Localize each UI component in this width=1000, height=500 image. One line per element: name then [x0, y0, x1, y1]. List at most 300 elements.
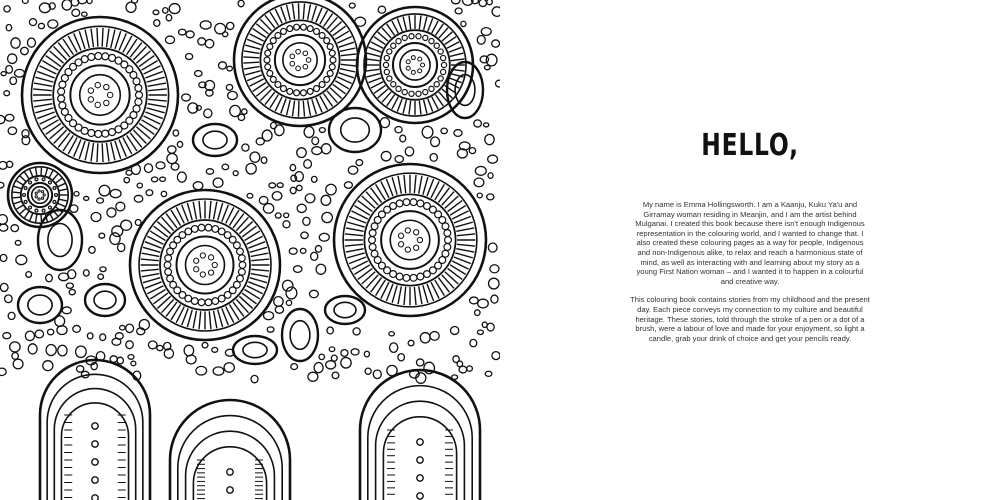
introduction-page [500, 0, 1000, 500]
rosette-left-small-dot [49, 206, 52, 209]
rosette-left-small-spoke [16, 181, 23, 185]
rosette-right-spoke [358, 201, 373, 212]
rosette-top-right-dot [387, 49, 392, 54]
rosette-top-left-spoke [106, 143, 109, 162]
rosette-center-spoke [242, 293, 256, 304]
rosette-top-left-spoke [139, 123, 154, 134]
filler-dot [8, 54, 17, 64]
rosette-center-spoke [157, 296, 170, 308]
rosette-top-left-spoke [139, 56, 154, 67]
pebble-shape [329, 108, 381, 152]
filler-dot [35, 330, 44, 338]
rosette-top-center-dot [267, 70, 273, 76]
filler-dot [227, 22, 234, 29]
filler-dot [89, 247, 95, 254]
rosette-right-core-ring [390, 220, 430, 260]
filler-dot [332, 372, 339, 379]
filler-dot [486, 54, 497, 66]
rosette-top-left-spoke [46, 56, 61, 67]
filler-dot [204, 109, 212, 118]
pebble-inner [48, 224, 72, 257]
rosette-left-small-spoke [14, 186, 21, 188]
rosette-top-center-core-dot [296, 66, 301, 71]
rosette-top-right-dot [391, 82, 396, 87]
rosette-center-dot [212, 298, 219, 305]
filler-dot [163, 8, 168, 14]
rosette-center-spoke [233, 214, 244, 228]
filler-dot [492, 7, 500, 17]
rosette-center-spoke [250, 247, 267, 252]
rosette-top-right-dot [423, 35, 428, 40]
rosette-center-dot [205, 224, 212, 231]
rosette-center-dot [238, 255, 245, 262]
filler-dot [110, 356, 117, 363]
rosette-top-center-dot [287, 88, 293, 94]
filler-dot [11, 38, 20, 48]
rosette-center-spoke [187, 203, 192, 220]
rosette-right-spoke [362, 196, 375, 208]
rosette-top-left-dot [135, 91, 142, 98]
rosette-top-right-spoke [419, 101, 421, 115]
filler-dot [100, 267, 106, 272]
filler-dot [319, 128, 325, 133]
rosette-top-left-spoke [130, 43, 142, 58]
filler-dot [389, 332, 395, 336]
rosette-right-spoke [347, 222, 365, 227]
filler-dot [290, 187, 296, 194]
filler-dot [112, 226, 123, 237]
filler-dot [228, 91, 238, 99]
rosette-top-center-spoke [340, 69, 355, 72]
filler-dot [177, 141, 182, 147]
rosette-left-small-spoke [30, 169, 33, 176]
rosette-center-spoke [154, 226, 168, 237]
filler-dot [365, 368, 371, 374]
rosette-center-spoke [250, 278, 267, 283]
filler-dot [492, 40, 500, 47]
filler-dot [290, 164, 296, 170]
rosette-left-small-dot [23, 194, 26, 197]
rosette-right-spoke [414, 175, 416, 193]
rosette-top-right-spoke [428, 18, 433, 31]
rosette-center-core-dot [194, 258, 199, 263]
filler-dot [314, 363, 323, 373]
rosette-top-left-dot [58, 88, 65, 95]
rosette-right-spoke [392, 177, 397, 195]
filler-dot [238, 0, 244, 7]
filler-dot [1, 72, 6, 76]
rosette-left-small-core-dot [43, 194, 45, 196]
rosette-right-dot [417, 200, 424, 207]
rosette-center-spoke [162, 299, 174, 312]
filler-dot [178, 29, 186, 35]
arch-left-dot [92, 459, 98, 465]
filler-dot [0, 115, 5, 123]
rosette-left-small-spoke [58, 203, 65, 206]
filler-dot [126, 324, 134, 332]
filler-dot [205, 39, 213, 48]
filler-dot [481, 28, 491, 36]
rosette-right-spoke [346, 228, 364, 231]
filler-dot [477, 35, 485, 44]
filler-dot [186, 53, 193, 59]
filler-dot [5, 114, 14, 121]
rosette-center-dot [165, 269, 172, 276]
filler-dot [213, 178, 223, 187]
filler-dot [84, 196, 89, 200]
filler-dot [27, 38, 35, 47]
rosette-center-spoke [251, 269, 269, 271]
rosette-top-left-spoke [148, 99, 167, 101]
filler-dot [319, 354, 325, 360]
rosette-top-center-dot [314, 28, 320, 34]
rosette-top-right-core-dot [421, 63, 425, 67]
rosette-top-right-dot [441, 55, 446, 60]
rosette-top-right-spoke [449, 47, 462, 52]
rosette-left-small-spoke [16, 205, 23, 209]
rosette-top-center-spoke [312, 99, 317, 114]
rosette-left-small-dot [35, 178, 38, 181]
rosette-right-core-dot [405, 228, 410, 233]
rosette-right-core-dot [414, 230, 419, 235]
rosette-top-center-spoke [287, 5, 291, 20]
rosette-right-spoke [445, 272, 458, 284]
rosette-left-small-spoke [59, 189, 67, 191]
rosette-top-left-dot [95, 53, 102, 60]
rosette-top-right-core-dot [418, 57, 422, 61]
rosette-left-small-spoke [20, 209, 26, 214]
rosette-right-spoke [456, 249, 474, 252]
rosette-center-spoke [199, 201, 201, 219]
rosette-right-dot [369, 237, 376, 244]
pebble-inner [28, 295, 52, 315]
filler-dot [29, 19, 36, 26]
filler-dot [3, 333, 11, 339]
pebble-inner [341, 118, 370, 142]
rosette-right-spoke [455, 222, 473, 227]
filler-dot [297, 148, 307, 158]
filler-dot [475, 310, 480, 316]
filler-dot [247, 193, 253, 198]
rosette-top-right-dot [441, 69, 446, 74]
filler-dot [135, 219, 141, 225]
filler-dot [344, 182, 352, 189]
rosette-center-spoke [154, 293, 168, 304]
rosette-right-spoke [362, 272, 375, 284]
filler-dot [349, 3, 355, 8]
filler-dot [477, 330, 483, 335]
filler-dot [139, 319, 149, 329]
filler-dot [10, 342, 21, 352]
rosette-top-left-spoke [49, 51, 63, 63]
arch-center-dot [227, 487, 233, 493]
rosette-top-right-dot [416, 91, 421, 96]
filler-dot [137, 183, 142, 188]
rosette-center-spoke [193, 311, 196, 329]
rosette-top-right-spoke [392, 21, 398, 33]
filler-dot [424, 362, 435, 374]
filler-dot [275, 125, 284, 136]
filler-dot [132, 0, 138, 3]
filler-dot [128, 355, 134, 360]
rosette-top-center-core-dot [303, 64, 308, 69]
rosette-top-center-dot [294, 90, 300, 96]
filler-dot [169, 4, 180, 14]
filler-dot [0, 182, 4, 188]
filler-dot [66, 283, 73, 288]
filler-dot [304, 126, 314, 137]
rosette-left-small-spoke [56, 178, 62, 183]
rosette-top-right-spoke [428, 99, 433, 112]
rosette-top-left-spoke [34, 104, 52, 107]
filler-dot [461, 21, 466, 26]
rosette-center-spoke [242, 226, 256, 237]
rosette-top-right-spoke [365, 69, 379, 71]
filler-dot [470, 339, 477, 346]
filler-dot [15, 69, 25, 77]
rosette-center-spoke [166, 214, 177, 228]
rosette-right-spoke [419, 176, 422, 194]
rosette-right-spoke [347, 253, 365, 258]
rosette-left-small-dot [29, 181, 32, 184]
filler-dot [12, 352, 18, 359]
rosette-center-spoke [187, 310, 192, 327]
filler-dot [22, 130, 29, 138]
rosette-top-right-dot [396, 39, 401, 44]
filler-dot [171, 163, 179, 170]
rosette-left-small-core-ring [32, 187, 49, 204]
rosette-top-left-spoke [58, 43, 70, 58]
filler-dot [131, 361, 136, 366]
rosette-top-left-spoke [85, 30, 89, 48]
filler-dot [57, 326, 67, 335]
filler-dot [300, 248, 306, 253]
rosette-top-center-spoke [303, 3, 304, 19]
rosette-top-left-spoke [102, 143, 103, 162]
rosette-right-spoke [358, 268, 373, 279]
filler-dot [160, 177, 166, 181]
arch-right-dot [417, 457, 423, 463]
pebble-shape [325, 296, 365, 324]
filler-dot [43, 361, 53, 371]
rosette-center-core-dot [208, 255, 213, 260]
filler-dot [267, 327, 274, 332]
rosette-top-left-spoke [49, 127, 63, 139]
filler-dot [69, 290, 75, 295]
rosette-left-small-dot [49, 181, 52, 184]
rosette-top-right-core-dot [411, 70, 415, 74]
rosette-top-center-dot [294, 24, 300, 30]
rosette-top-left-spoke [34, 83, 52, 86]
rosette-top-right-dot [409, 34, 414, 39]
filler-dot [488, 155, 498, 163]
rosette-top-center-spoke [243, 62, 259, 63]
rosette-top-left-spoke [54, 130, 67, 144]
rosette-top-center-dot [270, 38, 276, 44]
filler-dot [451, 326, 459, 334]
rosette-top-right-mid-ring [380, 30, 450, 100]
rosette-top-right-spoke [432, 97, 438, 109]
filler-dot [120, 325, 126, 329]
rosette-top-right-dot [396, 86, 401, 91]
filler-dot [25, 331, 34, 340]
filler-dot [0, 224, 8, 231]
rosette-top-left-dot [88, 53, 95, 60]
filler-dot [291, 364, 298, 370]
rosette-top-right-dot [434, 82, 439, 87]
rosette-top-right-dot [429, 86, 434, 91]
filler-dot [485, 371, 492, 376]
filler-dot [348, 166, 357, 174]
rosette-right-spoke [423, 177, 428, 195]
rosette-center-spoke [239, 296, 252, 308]
rosette-right-core-dot [398, 242, 403, 247]
rosette-top-center-spoke [243, 57, 259, 58]
rosette-left-small-spoke [20, 176, 26, 181]
rosette-top-left-spoke [136, 127, 150, 139]
filler-dot [301, 232, 308, 239]
rosette-top-center-dot [300, 90, 306, 96]
rosette-top-right-spoke [409, 15, 411, 29]
rosette-top-right-spoke [451, 59, 465, 61]
filler-dot [0, 368, 6, 375]
filler-dot [153, 10, 159, 15]
rosette-top-center-dot [307, 26, 313, 32]
filler-dot [87, 333, 93, 339]
rosette-top-center-spoke [244, 67, 260, 70]
rosette-top-center-spoke [281, 98, 286, 113]
rosette-left-small-dot [55, 194, 58, 197]
rosette-top-right-spoke [367, 53, 381, 56]
filler-dot [0, 254, 7, 261]
filler-dot [356, 160, 363, 166]
rosette-top-right-spoke [409, 101, 411, 115]
rosette-center-dot [198, 224, 205, 231]
rosette-center-spoke [141, 259, 159, 261]
filler-dot [222, 164, 229, 170]
rosette-top-right-dot [409, 91, 414, 96]
rosette-top-left-core-dot [88, 88, 93, 93]
filler-dot [168, 146, 176, 153]
filler-dot [8, 127, 16, 135]
filler-dot [479, 0, 487, 7]
rosette-top-right-spoke [424, 100, 427, 114]
filler-dot [11, 225, 19, 232]
filler-dot [250, 152, 260, 162]
arch-left-dot [92, 441, 98, 447]
rosette-center-dot [205, 299, 212, 306]
rosette-top-center-spoke [308, 100, 311, 116]
rosette-top-left-spoke [133, 47, 146, 61]
rosette-right-core-dot [398, 233, 403, 238]
filler-dot [58, 345, 67, 356]
filler-dot [213, 367, 224, 375]
rosette-top-left-spoke [106, 29, 109, 48]
rosette-top-center-core-dot [290, 61, 295, 66]
rosette-center-ring [139, 199, 271, 331]
rosette-left-small-mid-ring [21, 176, 59, 214]
rosette-top-left-spoke [111, 142, 115, 160]
filler-dot [126, 341, 133, 349]
rosette-right-spoke [366, 192, 378, 205]
rosette-top-center-dot [270, 76, 276, 82]
filler-dot [91, 212, 101, 221]
rosette-top-right-dot [384, 69, 389, 74]
filler-dot [62, 307, 71, 314]
filler-dot [341, 358, 351, 369]
filler-dot [242, 144, 249, 151]
filler-dot [322, 212, 333, 222]
rosette-top-center-dot [265, 50, 271, 56]
filler-dot [202, 342, 208, 348]
rosette-right-spoke [398, 286, 401, 304]
filler-dot [13, 359, 23, 369]
rosette-top-right-spoke [367, 74, 381, 77]
arch-right-dot [417, 493, 423, 499]
rosette-center-mid-ring [160, 220, 250, 310]
filler-dot [82, 12, 87, 16]
filler-dot [470, 297, 479, 304]
pebble-shape [282, 309, 318, 361]
rosette-center-spoke [209, 311, 211, 329]
rosette-right-spoke [419, 286, 422, 304]
rosette-top-left-dot [135, 98, 142, 105]
filler-dot [381, 151, 391, 160]
filler-dot [227, 66, 233, 71]
filler-dot [4, 6, 10, 12]
rosette-top-left-core-dot [107, 92, 112, 97]
rosette-top-center-spoke [308, 4, 311, 20]
rosette-left-small-dot [42, 209, 45, 212]
rosette-top-center-core-dot [306, 58, 311, 63]
rosette-top-right-core-dot [418, 69, 422, 73]
rosette-top-center-core-dot [296, 49, 301, 54]
rosette-top-right-spoke [397, 99, 402, 112]
filler-dot [4, 91, 10, 96]
filler-dot [196, 366, 207, 375]
rosette-right-spoke [398, 176, 401, 194]
rosette-left-small-spoke [45, 168, 47, 175]
filler-dot [62, 0, 71, 10]
rosette-center-spoke [251, 259, 269, 261]
rosette-right-spoke [392, 285, 397, 303]
rosette-right-dot [403, 199, 410, 206]
filler-dot [277, 183, 283, 188]
rosette-top-center-dot [275, 82, 281, 88]
rosette-top-left-core-dot [104, 84, 109, 89]
filler-dot [491, 295, 498, 303]
rosette-top-left-spoke [148, 89, 167, 91]
rosette-right-spoke [456, 228, 474, 231]
filler-dot [156, 162, 165, 169]
filler-dot [316, 264, 326, 274]
filler-dot [263, 204, 273, 214]
rosette-top-right-spoke [403, 17, 406, 31]
rosette-top-left-dot [58, 95, 65, 102]
arch-left-dot [92, 423, 98, 429]
rosette-top-right-spoke [368, 47, 381, 52]
filler-dot [73, 325, 81, 332]
rosette-top-left-dot [133, 78, 140, 85]
rosette-center-dot [185, 228, 192, 235]
filler-dot [198, 38, 206, 45]
filler-dot [341, 350, 348, 357]
filler-dot [321, 195, 331, 205]
rosette-left-small-core-dot [35, 192, 37, 194]
filler-dot [151, 177, 157, 182]
filler-dot [326, 184, 336, 195]
rosette-center-spoke [157, 222, 170, 234]
